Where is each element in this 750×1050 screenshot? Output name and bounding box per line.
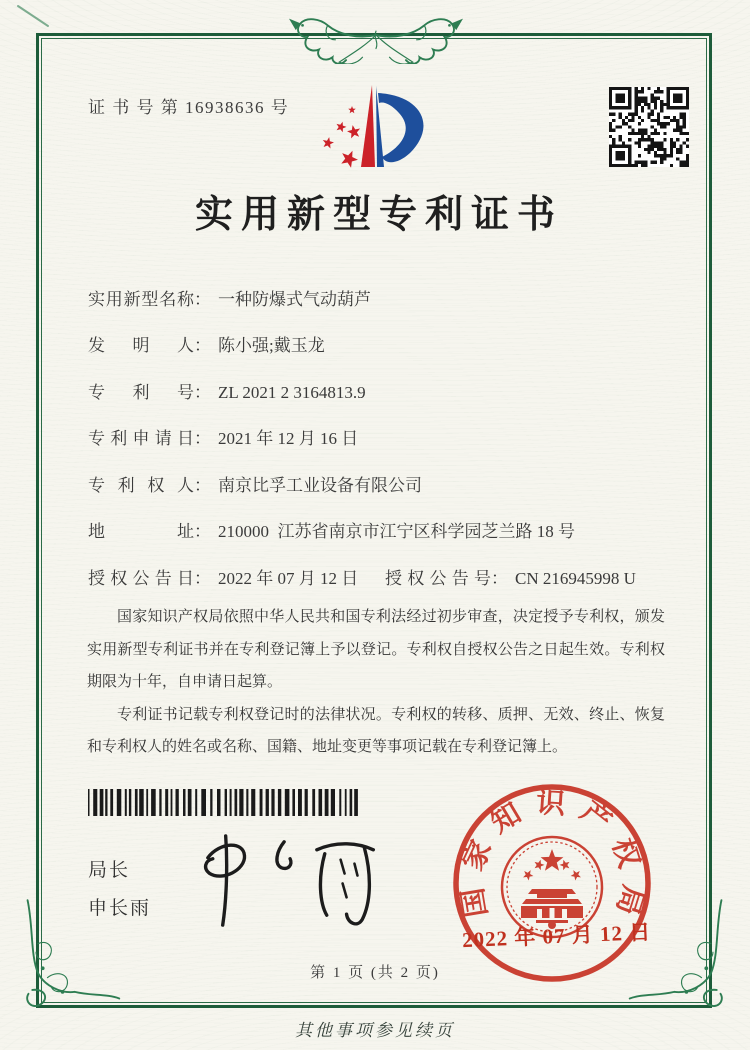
field-inventors <box>88 331 325 356</box>
field-colon: ： <box>194 290 211 309</box>
field-value: 南京比孚工业设备有限公司 <box>218 476 422 495</box>
field-label: 专利权人 <box>88 476 194 495</box>
field-label: 专利申请日 <box>88 429 194 448</box>
field-value: 一种防爆式气动葫芦 <box>218 290 371 309</box>
dragon-ornament-icon <box>278 6 474 64</box>
legal-paragraph-2: 专利证书记载专利权登记时的法律状况。专利权的转移、质押、无效、终止、恢复和专利权人的姓名或名称、国籍、地址变更等事项记载在专利登记簿上。 <box>87 706 665 755</box>
field-label: 地址 <box>88 522 194 541</box>
page-number: 第 1 页 (共 2 页) <box>310 965 440 981</box>
field-label: 授权公告日 <box>88 569 194 588</box>
legal-text <box>87 601 665 764</box>
director-signature-icon <box>190 824 408 938</box>
field-grant-date <box>88 569 358 588</box>
field-value: 2022 年 07 月 12 日 <box>218 569 359 588</box>
field-value: 210000 江苏省南京市江宁区科学园芝兰路 18 号 <box>218 522 575 541</box>
legal-paragraph-1: 国家知识产权局依照中华人民共和国专利法经过初步审查，决定授予专利权，颁发实用新型专利证书并在专利登记簿上予以登记。专利权自授权公告之日起生效。专利权期限为十年，自申请日起算。 <box>87 609 665 690</box>
field-grant-publication-number <box>385 564 636 589</box>
field-colon: ： <box>194 383 211 402</box>
field-colon: ： <box>194 336 211 355</box>
official-seal-icon <box>448 779 656 987</box>
field-value: ZL 2021 2 3164813.9 <box>218 383 366 402</box>
director-title: 局长 <box>88 860 131 881</box>
field-filing-date <box>88 424 358 449</box>
field-address <box>88 517 575 542</box>
field-label: 授权公告号 <box>385 569 491 588</box>
corner-mark-icon <box>14 2 54 32</box>
field-value: 2021 年 12 月 16 日 <box>218 429 359 448</box>
field-label: 实用新型名称 <box>88 290 194 309</box>
field-value: CN 216945998 U <box>515 569 636 588</box>
barcode-icon <box>88 789 360 816</box>
field-label: 专利号 <box>88 383 194 402</box>
field-colon: ： <box>194 569 211 588</box>
qr-code-icon <box>609 87 689 167</box>
field-colon: ： <box>194 476 211 495</box>
svg-text:国家知识产权局: 国家知识产权局 <box>454 786 649 931</box>
field-colon: ： <box>194 522 211 541</box>
continuation-note: 其他事项参见续页 <box>295 1021 455 1040</box>
certificate-number: 证 书 号 第 16938636 号 <box>88 98 290 117</box>
field-colon: ： <box>194 429 211 448</box>
field-label: 发明人 <box>88 336 194 355</box>
field-patentee <box>88 471 422 496</box>
director-name: 申长雨 <box>88 898 152 919</box>
field-patent-number <box>88 378 366 403</box>
field-utility-model-name <box>88 285 371 310</box>
cnipa-logo-icon <box>298 73 453 175</box>
certificate-title: 实用新型专利证书 <box>194 194 563 236</box>
seal-date: 2022 年 07 月 12 日 <box>461 919 652 953</box>
field-colon: ： <box>491 569 508 588</box>
field-grant-date-and-number <box>88 564 668 589</box>
field-value: 陈小强;戴玉龙 <box>218 336 325 355</box>
